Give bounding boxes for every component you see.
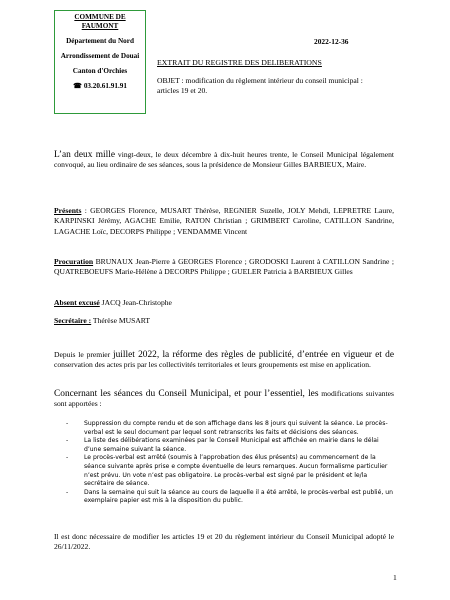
- procuration-label: Procuration: [54, 257, 94, 266]
- changes-intro: [54, 389, 394, 410]
- list-item-text: Suppression du compte rendu et de son affichage dans les 8 jours qui suivent la séance. Le procès-verbal est le seul document par lequel sont retranscrits les faits et décisions des séances.: [84, 420, 388, 436]
- list-item: - Le procès-verbal est arrêté (soumis à l’approbation des élus présents) au commencement de la séance suivante après prise e compte éventuelle de leurs remarques. Aucun formalisme particulier n’est prévu. Un vote n’est pas obligatoire. Le procès-verbal est signé par le président et le/la secrétaire de séance.: [66, 454, 388, 488]
- list-item-text: La liste des délibérations examinées par le Conseil Municipal est affichée en mairie dans le délai d’une semaine suivant la séance.: [84, 437, 379, 453]
- arrondissement: Arrondissement de Douai: [60, 52, 140, 60]
- list-item: - La liste des délibérations examinées par le Conseil Municipal est affichée en mairie dans le délai d’une semaine suivant la séance.: [66, 437, 379, 453]
- intro-lead: L’an deux mille: [54, 150, 116, 160]
- reform-paragraph: [54, 350, 394, 371]
- secretaire-label: Secrétaire :: [54, 316, 92, 325]
- canton: Canton d'Orchies: [72, 67, 128, 75]
- objet-text: OBJET : modification du règlement intérieur du conseil municipal : articles 19 et 20.: [157, 76, 363, 95]
- intro-paragraph: [54, 150, 394, 171]
- changes-list: [66, 420, 394, 506]
- secretaire-text: Thérèse MUSART: [91, 316, 151, 325]
- presents-text: : GEORGES Florence, MUSART Thérèse, REGNIER Suzelle, JOLY Mehdi, LEPRETRE Laure, KARPINSKI Jérémy, AGACHE Emilie, RATON Christian ; GRIMBERT Caroline, CATILLON Sandrine, LAGACHE Loïc, DECORPS Philippe ; VENDAMME Vincent: [54, 206, 394, 236]
- changes-intro-b: modifications suivantes sont apportées :: [54, 389, 394, 409]
- list-item: - Dans la semaine qui suit la séance au cours de laquelle il a été arrêté, le procès-verbal est publié, un exemplaire papier est mis à la disposition du public.: [66, 488, 393, 505]
- commune-name: COMMUNE DE FAUMONT: [74, 13, 126, 30]
- document-heading: EXTRAIT DU REGISTRE DES DELIBERATIONS: [157, 58, 322, 67]
- secretaire-paragraph: [54, 316, 394, 326]
- absent-text: JACQ Jean-Christophe: [99, 298, 172, 307]
- phone-line: [58, 82, 142, 91]
- presents-paragraph: [54, 206, 394, 237]
- list-item: - Suppression du compte rendu et de son affichage dans les 8 jours qui suivent la séance. Le procès-verbal est le seul document par lequel sont retranscrits les faits et décisions des séances.: [66, 420, 388, 436]
- list-item-text: Dans la semaine qui suit la séance au cours de laquelle il a été arrêté, le procès-verbal est publié, un exemplaire papier est mis à la disposition du public.: [84, 488, 393, 505]
- departement: Département du Nord: [66, 37, 134, 45]
- changes-intro-a: Concernant les séances du Conseil Municipal, et pour l’essentiel, les: [54, 389, 319, 399]
- absent-paragraph: [54, 298, 394, 308]
- telephone-icon: ☎: [73, 82, 83, 90]
- phone-number: 03.20.61.91.91: [83, 82, 127, 90]
- intro-rest: vingt-deux, le deux décembre à dix-huit heures trente, le Conseil Municipal légalement convoqué, au lieu ordinaire de ses séances, sous la présidence de Monsieur Gilles BARBIEUX, Maire.: [54, 150, 395, 170]
- reform-text-c: conservation des actes pris par les collectivités territoriales et leurs groupements est mise en application.: [54, 360, 371, 370]
- reform-text-b: juillet 2022, la réforme des règles de publicité, d’entrée en vigueur et de: [113, 350, 394, 360]
- absent-label: Absent excusé: [54, 298, 100, 307]
- procuration-text: BRUNAUX Jean-Pierre à GEORGES Florence ; GRODOSKI Laurent à CATILLON Sandrine ; QUATREBOEUFS Marie-Hélène à DECORPS Philippe ; GUELER Patricia à BARBIEUX Gilles: [54, 257, 394, 277]
- presents-label: Présents: [54, 206, 82, 215]
- conclusion-paragraph: Il est donc nécessaire de modifier les articles 19 et 20 du règlement intérieur du Conseil Municipal adopté le 26/11/2022.: [54, 532, 394, 552]
- reference-number: 2022-12-36: [314, 37, 349, 46]
- reform-text-a: Depuis le premier: [54, 350, 113, 359]
- letterhead-box: [54, 10, 146, 114]
- procuration-paragraph: [54, 257, 394, 278]
- page-number: 1: [393, 573, 397, 582]
- list-item-text: Le procès-verbal est arrêté (soumis à l’approbation des élus présents) au commencement de la séance suivante après prise e compte éventuelle de leurs remarques. Aucun formalisme particulier n’est prévu. Un vote n’est pas obligatoire. Le procès-verbal est signé par le président et le/la secrétaire de séance.: [84, 454, 388, 488]
